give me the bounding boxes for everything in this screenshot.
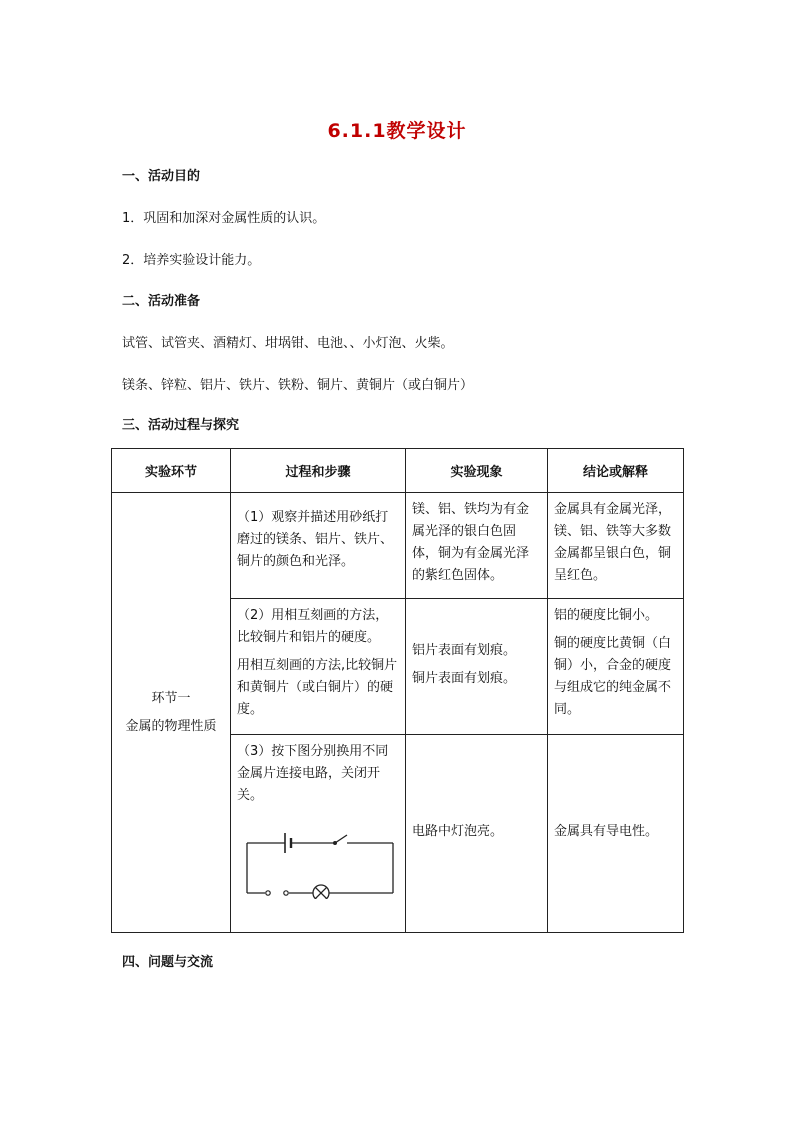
step-text: （2）用相互刻画的方法，比较铜片和铝片的硬度。 (237, 608, 389, 645)
conclusion-text: 金属具有金属光泽，镁、铝、铁等大多数金属都呈银白色，铜呈红色。 (554, 502, 672, 583)
conclusion-cell (548, 493, 684, 599)
phenomenon-text: 铝片表面有划痕。 (412, 642, 517, 658)
stage-topic: 金属的物理性质 (125, 718, 217, 734)
terminal-icon (266, 891, 270, 895)
phenomena-cell (406, 735, 548, 933)
terminal-icon (284, 891, 288, 895)
stage-cell (112, 493, 231, 933)
circuit-diagram (243, 827, 403, 899)
stage-label: 环节一 (151, 690, 191, 706)
steps-cell (231, 493, 406, 599)
preparation-line-2: 镁条、锌粒、铝片、铁片、铁粉、铜片、黄铜片（或白铜片） (122, 378, 474, 393)
conclusion-cell (548, 735, 684, 933)
switch-terminal-icon (333, 841, 337, 845)
table-header-row (112, 449, 684, 493)
section-heading-purpose: 一、活动目的 (122, 169, 201, 184)
phenomenon-text: 电路中灯泡亮。 (412, 823, 504, 839)
section-heading-discussion: 四、问题与交流 (122, 955, 214, 970)
step-text: （1）观察并描述用砂纸打磨过的镁条、铝片、铁片、铜片的颜色和光泽。 (237, 510, 394, 569)
step-text: 用相互刻画的方法,比较铜片和黄铜片（或白铜片）的硬度。 (237, 658, 398, 717)
purpose-item-1: 1．巩固和加深对金属性质的认识。 (122, 211, 326, 226)
steps-cell (231, 599, 406, 735)
header-stage: 实验环节 (112, 449, 231, 493)
header-steps: 过程和步骤 (231, 449, 406, 493)
section-heading-process: 三、活动过程与探究 (122, 418, 240, 433)
conclusion-text: 金属具有导电性。 (554, 823, 659, 839)
conclusion-text: 铝的硬度比铜小。 (554, 608, 659, 623)
section-heading-preparation: 二、活动准备 (122, 294, 201, 309)
preparation-line-1: 试管、试管夹、酒精灯、坩埚钳、电池、、小灯泡、火柴。 (122, 336, 454, 351)
conclusion-cell (548, 599, 684, 735)
page-title: 6.1.1教学设计 (327, 120, 467, 142)
phenomena-cell (406, 599, 548, 735)
step-text: （3）按下图分别换用不同金属片连接电路，关闭开关。 (237, 744, 389, 803)
table-row (112, 493, 684, 599)
phenomena-cell (406, 493, 548, 599)
header-conclusion: 结论或解释 (548, 449, 684, 493)
purpose-item-2: 2．培养实验设计能力。 (122, 253, 261, 268)
header-phenomena: 实验现象 (406, 449, 548, 493)
phenomenon-text: 镁、铝、铁均为有金属光泽的银白色固体，铜为有金属光泽的紫红色固体。 (412, 502, 530, 583)
phenomenon-text: 铜片表面有划痕。 (412, 670, 517, 686)
experiment-table (111, 448, 684, 933)
conclusion-text: 铜的硬度比黄铜（白铜）小，合金的硬度与组成它的纯金属不同。 (554, 636, 672, 717)
steps-cell (231, 735, 406, 933)
